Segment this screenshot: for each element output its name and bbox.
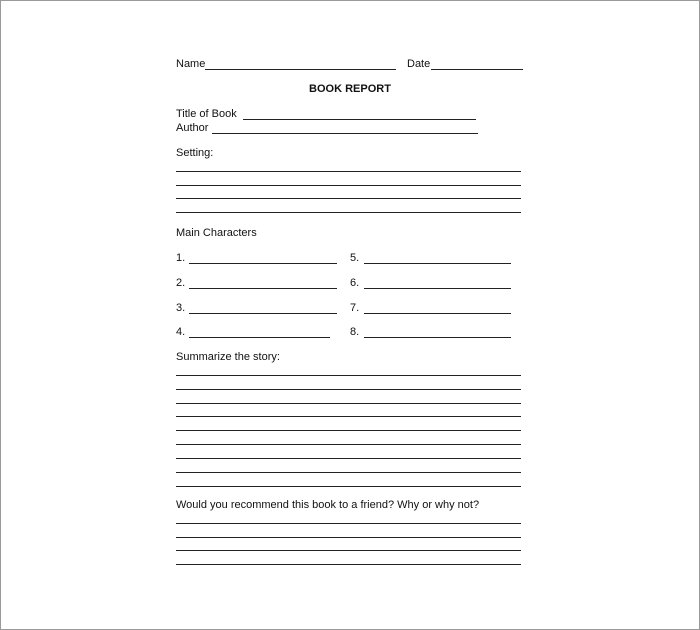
character-field-7[interactable] (364, 313, 511, 314)
recommend-line[interactable] (176, 537, 521, 538)
setting-line[interactable] (176, 198, 521, 199)
setting-line[interactable] (176, 212, 521, 213)
character-field-4[interactable] (189, 337, 330, 338)
character-field-2[interactable] (189, 288, 337, 289)
character-field-8[interactable] (364, 337, 511, 338)
character-number: 1. (176, 252, 186, 264)
character-number: 5. (350, 252, 360, 264)
recommend-line[interactable] (176, 550, 521, 551)
character-field-6[interactable] (364, 288, 511, 289)
character-number: 7. (350, 302, 360, 314)
summary-label: Summarize the story: (176, 351, 280, 363)
summary-line[interactable] (176, 486, 521, 487)
character-number: 6. (350, 277, 360, 289)
author-label: Author (176, 122, 209, 134)
summary-line[interactable] (176, 389, 521, 390)
setting-label: Setting: (176, 147, 214, 159)
setting-line[interactable] (176, 171, 521, 172)
recommend-line[interactable] (176, 523, 521, 524)
author-field[interactable] (212, 133, 478, 134)
character-number: 3. (176, 302, 186, 314)
summary-line[interactable] (176, 403, 521, 404)
date-field[interactable] (431, 69, 523, 70)
name-field[interactable] (205, 69, 396, 70)
summary-line[interactable] (176, 430, 521, 431)
setting-line[interactable] (176, 185, 521, 186)
character-field-3[interactable] (189, 313, 337, 314)
main-characters-label: Main Characters (176, 227, 257, 239)
character-number: 4. (176, 326, 186, 338)
recommend-line[interactable] (176, 564, 521, 565)
page-title: BOOK REPORT (309, 83, 391, 95)
character-number: 8. (350, 326, 360, 338)
character-number: 2. (176, 277, 186, 289)
title-of-book-label: Title of Book (176, 108, 237, 120)
title-of-book-field[interactable] (243, 119, 476, 120)
character-field-5[interactable] (364, 263, 511, 264)
summary-line[interactable] (176, 472, 521, 473)
recommend-label: Would you recommend this book to a friend? Why or why not? (176, 499, 480, 511)
character-field-1[interactable] (189, 263, 337, 264)
date-label: Date (407, 58, 431, 70)
summary-line[interactable] (176, 375, 521, 376)
name-label: Name (176, 58, 206, 70)
summary-line[interactable] (176, 444, 521, 445)
summary-line[interactable] (176, 458, 521, 459)
summary-line[interactable] (176, 416, 521, 417)
